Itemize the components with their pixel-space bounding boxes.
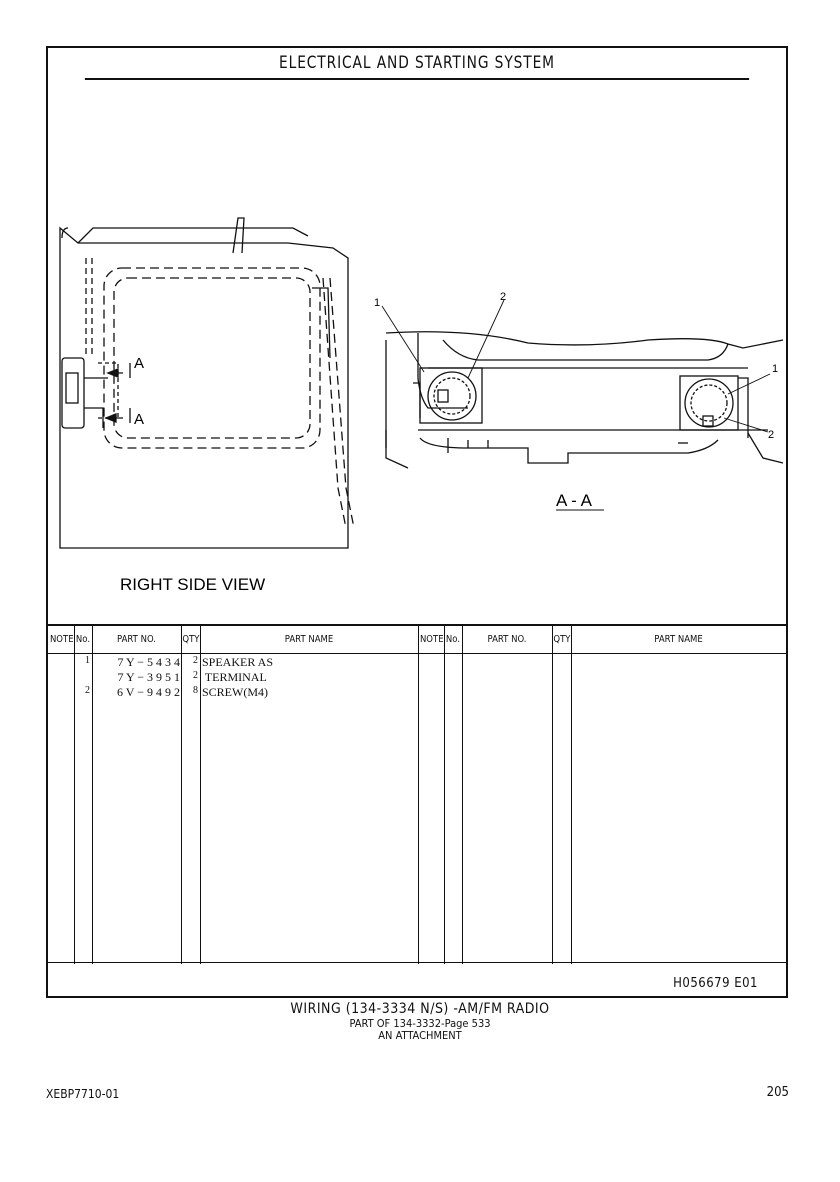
col-header-no: No. — [445, 634, 461, 645]
col-header-part-name: PART NAME — [654, 634, 703, 645]
section-aa-label: A - A — [556, 491, 592, 510]
section-arrow-label-a: A — [134, 355, 145, 372]
document-id: XEBP7710-01 — [46, 1087, 120, 1101]
drawing-number: H056679 E01 — [673, 976, 758, 991]
quantity: 8 — [193, 685, 198, 696]
col-header-note: NOTE — [419, 634, 444, 645]
col-header-no: No. — [75, 634, 91, 645]
right-side-view-label: RIGHT SIDE VIEW — [120, 575, 266, 594]
parts-illustration — [48, 78, 786, 624]
illustration-svg — [48, 78, 786, 624]
cab-door-drawing — [60, 218, 354, 548]
parts-list-table — [48, 624, 786, 964]
col-header-note: NOTE — [49, 634, 74, 645]
callout-2: 2 — [768, 429, 775, 441]
callout-1: 1 — [374, 297, 381, 309]
col-header-qty: QTY — [553, 634, 571, 645]
col-header-part-no: PART NO. — [117, 634, 156, 645]
part-name: SPEAKER AS — [202, 655, 274, 669]
caption-subtitle: PART OF 134-3332-Page 533 — [349, 1017, 491, 1030]
page-title: ELECTRICAL AND STARTING SYSTEM — [85, 48, 749, 80]
part-number: 7 Y − 3 9 5 1 — [117, 670, 180, 684]
row-index: 2 — [85, 685, 90, 696]
part-number: 6 V − 9 4 9 2 — [117, 685, 180, 699]
quantity: 2 — [193, 655, 198, 666]
col-header-part-no: PART NO. — [487, 634, 527, 645]
row-index: 1 — [85, 655, 90, 666]
section-aa-drawing — [386, 332, 783, 468]
page-number: 205 — [766, 1085, 789, 1100]
caption-note: AN ATTACHMENT — [378, 1029, 462, 1042]
col-header-part-name: PART NAME — [284, 634, 334, 645]
quantity: 2 — [193, 670, 198, 681]
col-header-qty: QTY — [182, 634, 200, 645]
part-number: 7 Y − 5 4 3 4 — [117, 655, 180, 669]
part-name: TERMINAL — [202, 670, 267, 684]
section-arrow-label-a: A — [134, 411, 145, 428]
caption-title: WIRING (134-3334 N/S) -AM/FM RADIO — [290, 1001, 550, 1017]
callout-1: 1 — [772, 363, 779, 375]
part-name: SCREW(M4) — [202, 685, 268, 699]
callout-2: 2 — [500, 291, 507, 303]
page-frame — [46, 46, 788, 998]
